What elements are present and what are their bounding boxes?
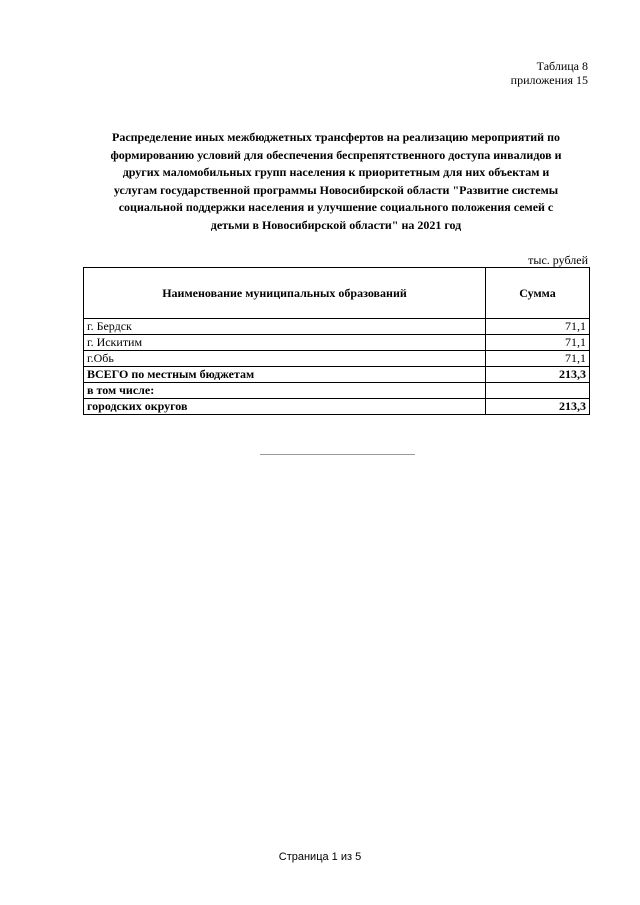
title-line: Распределение иных межбюджетных трансфертов на реализацию мероприятий по bbox=[111, 130, 560, 144]
title-line: детьми в Новосибирской области" на 2021 год bbox=[210, 217, 462, 232]
amount-cell: 71,1 bbox=[486, 335, 590, 351]
subheading-row bbox=[84, 383, 590, 399]
municipality-name: г.Обь bbox=[84, 351, 486, 367]
title-line: формированию условий для обеспечения беспрепятственного доступа инвалидов и bbox=[110, 147, 562, 162]
separator-line bbox=[260, 454, 415, 455]
urban-districts-label: городских округов bbox=[84, 399, 486, 415]
amount-cell: 71,1 bbox=[486, 351, 590, 367]
column-header-sum: Сумма bbox=[486, 268, 590, 319]
table-number: Таблица 8 bbox=[536, 59, 588, 73]
table-header-row bbox=[84, 268, 590, 319]
total-amount: 213,3 bbox=[486, 367, 590, 383]
amount-cell: 71,1 bbox=[486, 319, 590, 335]
table-row bbox=[84, 351, 590, 367]
title-line: социальной поддержки населения и улучшение социального положения семей с bbox=[118, 200, 554, 215]
urban-districts-row bbox=[84, 399, 590, 415]
municipality-name: г. Искитим bbox=[84, 335, 486, 351]
title-line: услугам государственной программы Новосибирской области "Развитие системы bbox=[113, 182, 559, 197]
table-row bbox=[84, 335, 590, 351]
urban-districts-amount: 213,3 bbox=[486, 399, 590, 415]
subheading-label: в том числе: bbox=[84, 383, 486, 399]
empty-amount-cell bbox=[486, 383, 590, 399]
municipality-name: г. Бердск bbox=[84, 319, 486, 335]
table-reference bbox=[511, 59, 588, 87]
title-line: других маломобильных групп населения к приоритетным для них объектам и bbox=[122, 165, 550, 180]
units-label: тыс. рублей bbox=[528, 253, 588, 267]
table-row bbox=[84, 319, 590, 335]
appendix-number: приложения 15 bbox=[510, 73, 588, 87]
total-label: ВСЕГО по местным бюджетам bbox=[84, 367, 486, 383]
document-title bbox=[84, 129, 588, 235]
total-row bbox=[84, 367, 590, 383]
distribution-table bbox=[83, 267, 590, 415]
column-header-name: Наименование муниципальных образований bbox=[84, 268, 486, 319]
page-footer: Страница 1 из 5 bbox=[278, 851, 362, 863]
